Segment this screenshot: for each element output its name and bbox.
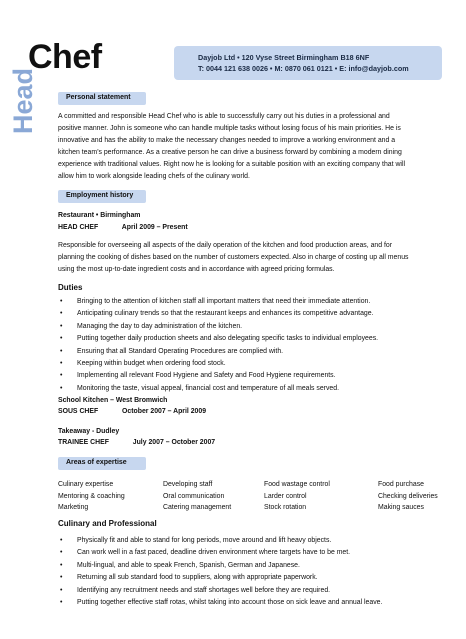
contact-phone-email: T: 0044 121 638 0026 • M: 0870 061 0121 • E: info@dayjob.com	[198, 64, 409, 73]
expertise-item: Catering management	[163, 504, 232, 512]
bullet-icon: •	[60, 384, 63, 392]
personal-line: positive manner. John is someone who can handle multiple tasks without losing focus of his main priorities. He is	[58, 125, 401, 132]
job2-role: SOUS CHEF	[58, 408, 99, 415]
list-item: • Keeping within budget when ordering food stock.	[58, 358, 378, 370]
personal-line: kitchen team’s performance. As a creative person he can drive a business forward by combining a modern dining	[58, 149, 402, 156]
expertise-item: Food purchase	[378, 481, 424, 488]
expertise-column	[163, 479, 231, 514]
job1-role-line	[58, 222, 188, 233]
list-item: • Putting together effective staff rotas, whilst taking into account those on sick leave and annual leave.	[58, 597, 382, 609]
bullet-icon: •	[60, 298, 63, 305]
expertise-item: Culinary expertise	[58, 481, 114, 488]
personal-line: innovative and has the ability to make the necessary changes needed to improve a working environment and a	[58, 137, 396, 144]
bullet-icon: •	[60, 335, 63, 343]
section-employment-history: Employment history	[58, 190, 146, 203]
bullet-icon: •	[60, 310, 63, 318]
bullet-icon: •	[60, 561, 63, 569]
expertise-item: Oral communication	[163, 492, 225, 500]
list-item: • Physically fit and able to stand for long periods, move around and lift heavy objects.	[58, 535, 382, 547]
bullet-icon: •	[60, 322, 63, 330]
expertise-item: Making sauces	[378, 504, 424, 512]
job2-employer: School Kitchen – West Bromwich	[58, 397, 168, 404]
bullet-icon: •	[60, 537, 63, 544]
personal-line: allow him to work alongside leading chefs of the culinary world.	[58, 173, 250, 180]
duties-list	[58, 296, 378, 395]
list-item: • Ensuring that all Standard Operating Procedures are complied with.	[58, 346, 378, 358]
job1-dates: April 2009 – Present	[121, 224, 188, 231]
list-item: • Multi-lingual, and able to speak French, Spanish, German and Japanese.	[58, 560, 382, 572]
list-item: • Returning all sub standard food to suppliers, along with appropriate paperwork.	[58, 572, 382, 584]
list-item: • Managing the day to day administration of the kitchen.	[58, 321, 378, 333]
expertise-item: Mentoring & coaching	[58, 492, 125, 500]
culinary-list	[58, 535, 382, 609]
job1-employer: Restaurant • Birmingham	[58, 212, 141, 219]
list-item: • Bringing to the attention of kitchen staff all important matters that need their immediate attention.	[58, 296, 378, 308]
job1-role: HEAD CHEF	[58, 224, 99, 231]
expertise-item: Larder control	[264, 492, 307, 500]
duties-heading: Duties	[58, 283, 83, 292]
expertise-column	[378, 479, 438, 514]
bullet-icon: •	[60, 586, 63, 594]
personal-statement-text	[58, 111, 452, 183]
personal-line: A committed and responsible Head Chef who is able to successfully carry out his duties in a professional and	[58, 113, 390, 120]
job3-role: TRAINEE CHEF	[58, 439, 109, 446]
job1-desc-line: using the most up-to-date ingredient costs and in accordance with agreed pricing formulas.	[58, 266, 335, 273]
list-item: • Anticipating culinary trends so that the restaurant keeps and enhances its competitive advantage.	[58, 308, 378, 320]
bullet-icon: •	[60, 549, 63, 557]
list-item: • Implementing all relevant Food Hygiene and Safety and Food Hygiene requirements.	[58, 370, 378, 382]
job2-role-line	[58, 406, 206, 417]
section-personal-statement: Personal statement	[58, 92, 146, 105]
title-chef: Chef	[28, 38, 102, 76]
contact-address: Dayjob Ltd • 120 Vyse Street Birmingham B18 6NF	[198, 53, 370, 62]
personal-line: experience with traditional values. Right now he is looking for a suitable position with an exciting company that will	[58, 161, 406, 168]
list-item: • Putting together daily production sheets and also delegating specific tasks to individual employees.	[58, 333, 378, 345]
job1-desc-line: Responsible for overseeing all aspects of the daily operation of the kitchen and food production areas, and for	[58, 242, 393, 249]
job3-role-line	[58, 437, 215, 448]
job3-dates: July 2007 – October 2007	[132, 439, 216, 446]
expertise-item: Stock rotation	[264, 504, 307, 512]
expertise-column	[58, 479, 125, 514]
section-areas-of-expertise: Areas of expertise	[58, 457, 146, 470]
expertise-item: Marketing	[58, 504, 89, 512]
bullet-icon: •	[60, 360, 63, 368]
job3-employer: Takeaway - Dudley	[58, 428, 120, 435]
expertise-item: Developing staff	[163, 481, 213, 488]
job1-description	[58, 240, 452, 276]
bullet-icon: •	[60, 347, 63, 355]
expertise-item: Food wastage control	[264, 481, 330, 488]
job1-desc-line: planning the cooking of dishes based on the number of customers expected. Also in charge of costing up all menus	[58, 254, 409, 261]
expertise-item: Checking deliveries	[378, 492, 438, 500]
title-head-text: Head	[8, 67, 38, 134]
list-item: • Monitoring the taste, visual appeal, financial cost and temperature of all meals served.	[58, 383, 378, 395]
list-item: • Can work well in a fast paced, deadline driven environment where targets have to be met.	[58, 547, 382, 559]
job2-dates: October 2007 – April 2009	[122, 408, 207, 415]
expertise-column	[264, 479, 330, 514]
bullet-icon: •	[60, 599, 63, 607]
list-item: • Identifying any recruitment needs and staff shortages well before they are required.	[58, 585, 382, 597]
contact-box	[174, 46, 442, 80]
culinary-heading: Culinary and Professional	[58, 519, 157, 528]
bullet-icon: •	[60, 372, 63, 380]
bullet-icon: •	[60, 574, 63, 582]
